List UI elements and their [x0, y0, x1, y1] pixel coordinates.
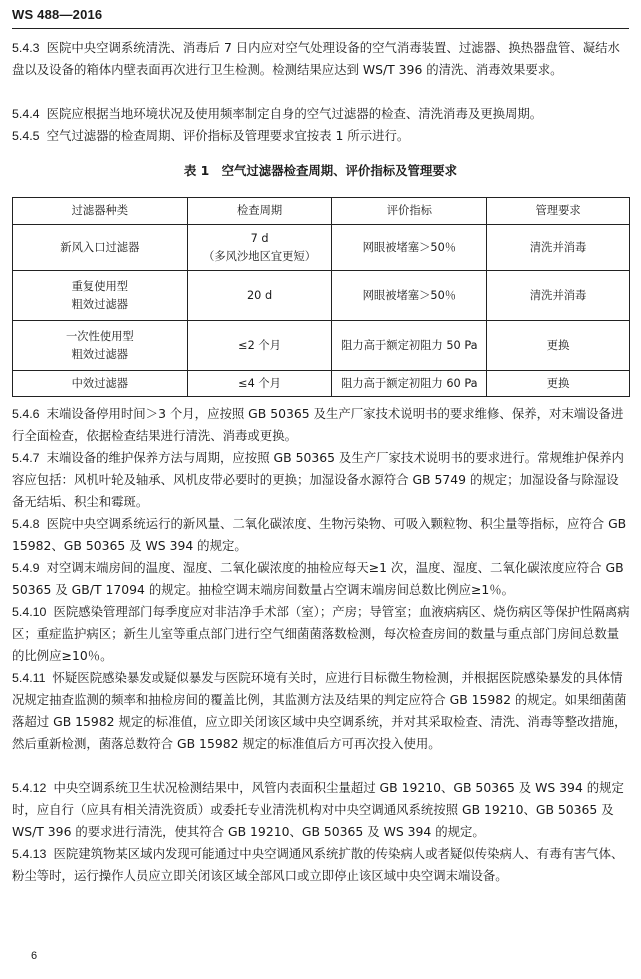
cell-line: 粗效过滤器 [71, 347, 129, 361]
table-row [13, 371, 630, 397]
section-text: 中央空调系统卫生状况检测结果中，风管内表面积尘量超过 GB 19210、GB 50365 及 WS 394 的规定时，应自行（应具有相关清洗资质）或委托专业清洗机构对中央空调通风系统按照 GB 19210、GB 50365 及 WS/T 396 的要求进行清洗，使其符合 GB 19210、GB 50365 及 WS 394 的规定。 [12, 780, 624, 839]
evaluation-indicator-cell: 阻力高于额定初阻力 50 Pa [332, 321, 487, 371]
inspection-period-cell [187, 225, 332, 271]
column-header: 过滤器种类 [13, 198, 188, 225]
section-5-4-4 [12, 103, 630, 125]
section-number: 5.4.13 [12, 847, 47, 861]
standard-code-header: WS 488—2016 [12, 7, 103, 22]
table-header-row [13, 198, 630, 225]
filter-type-cell [13, 371, 188, 397]
section-5-4-6 [12, 403, 630, 447]
header-rule [12, 28, 629, 29]
cell-line: 20 d [247, 288, 273, 302]
section-number: 5.4.10 [12, 605, 47, 619]
section-text: 医院应根据当地环境状况及使用频率制定自身的空气过滤器的检查、清洗消毒及更换周期。 [46, 106, 543, 121]
inspection-period-cell [187, 371, 332, 397]
evaluation-indicator-cell: 网眼被堵塞＞50％ [332, 225, 487, 271]
evaluation-indicator-cell: 网眼被堵塞＞50％ [332, 271, 487, 321]
section-number: 5.4.11 [12, 671, 46, 685]
section-5-4-12 [12, 777, 630, 843]
column-header: 管理要求 [487, 198, 630, 225]
management-requirement-cell: 更换 [487, 371, 630, 397]
section-number: 5.4.4 [12, 107, 40, 121]
section-5-4-3 [12, 37, 630, 81]
section-5-4-11 [12, 667, 630, 755]
management-requirement-cell: 清洗并消毒 [487, 271, 630, 321]
page-number: 6 [31, 950, 38, 962]
table-title: 表 1 空气过滤器检查周期、评价指标及管理要求 [183, 163, 458, 178]
section-5-4-8 [12, 513, 630, 557]
column-header: 检查周期 [187, 198, 332, 225]
section-number: 5.4.5 [12, 129, 40, 143]
section-number: 5.4.7 [12, 451, 40, 465]
cell-line: 新风入口过滤器 [60, 240, 140, 254]
filter-type-cell [13, 321, 188, 371]
section-5-4-7 [12, 447, 630, 513]
section-number: 5.4.9 [12, 561, 40, 575]
section-5-4-13 [12, 843, 630, 887]
section-5-4-5 [12, 125, 630, 147]
section-number: 5.4.8 [12, 517, 40, 531]
section-text: 末端设备停用时间＞3 个月，应按照 GB 50365 及生产厂家技术说明书的要求维修、保养，对末端设备进行全面检查，依据检查结果进行清洗、消毒或更换。 [12, 406, 624, 443]
section-number: 5.4.6 [12, 407, 40, 421]
evaluation-indicator-cell: 阻力高于额定初阻力 60 Pa [332, 371, 487, 397]
cell-line: ≤4 个月 [238, 376, 281, 390]
cell-line: 一次性使用型 [65, 329, 134, 343]
section-text: 医院感染管理部门每季度应对非洁净手术部（室）；产房；导管室；血液病病区、烧伤病区等保护性隔离病区；重症监护病区；新生儿室等重点部门进行空气细菌菌落数检测，每次检查房间的数量与重点部门房间总数量的比例应≥10％。 [12, 604, 630, 663]
section-text: 医院建筑物某区域内发现可能通过中央空调通风系统扩散的传染病人或者疑似传染病人、有毒有害气体、粉尘等时，运行操作人员应立即关闭该区域全部风口或立即停止该区域中央空调末端设备。 [12, 846, 624, 883]
cell-line: 7 d [250, 231, 269, 245]
cell-line: 中效过滤器 [71, 376, 129, 390]
section-number: 5.4.12 [12, 781, 47, 795]
section-text: 医院中央空调系统清洗、消毒后 7 日内应对空气处理设备的空气消毒装置、过滤器、换热器盘管、凝结水盘以及设备的箱体内壁表面再次进行卫生检测。检测结果应达到 WS/T 396 的清洗、消毒效果要求。 [12, 40, 620, 77]
filter-inspection-table [12, 197, 630, 397]
section-text: 空气过滤器的检查周期、评价指标及管理要求宜按表 1 所示进行。 [46, 128, 410, 143]
table-row [13, 271, 630, 321]
section-5-4-9 [12, 557, 630, 601]
section-text: 末端设备的维护保养方法与周期，应按照 GB 50365 及生产厂家技术说明书的要求进行。常规维护保养内容应包括：风机叶轮及轴承、风机皮带必要时的更换；加湿设备水源符合 GB 5749 的规定；加湿设备与除湿设备无结垢、积尘和霉斑。 [12, 450, 624, 509]
table-row [13, 321, 630, 371]
cell-line: 重复使用型 [71, 279, 129, 293]
section-5-4-10 [12, 601, 630, 667]
management-requirement-cell: 清洗并消毒 [487, 225, 630, 271]
filter-type-cell [13, 271, 188, 321]
filter-type-cell [13, 225, 188, 271]
cell-line: 粗效过滤器 [71, 297, 129, 311]
column-header: 评价指标 [332, 198, 487, 225]
management-requirement-cell: 更换 [487, 321, 630, 371]
inspection-period-cell [187, 321, 332, 371]
section-number: 5.4.3 [12, 41, 40, 55]
section-text: 医院中央空调系统运行的新风量、二氧化碳浓度、生物污染物、可吸入颗粒物、积尘量等指标，应符合 GB 15982、GB 50365 及 WS 394 的规定。 [12, 516, 627, 553]
cell-line: ≤2 个月 [238, 338, 281, 352]
inspection-period-cell [187, 271, 332, 321]
cell-line: （多风沙地区宜更短） [203, 249, 317, 263]
table-row [13, 225, 630, 271]
section-text: 对空调末端房间的温度、湿度、二氧化碳浓度的抽检应每天≥1 次，温度、湿度、二氧化碳浓度应符合 GB 50365 及 GB/T 17094 的规定。抽检空调末端房间数量占空调末端房间总数比例应≥1％。 [12, 560, 624, 597]
section-text: 怀疑医院感染暴发或疑似暴发与医院环境有关时，应进行目标微生物检测，并根据医院感染暴发的具体情况规定抽查监测的频率和抽检房间的覆盖比例，其监测方法及结果的判定应符合 GB 15982 的规定。如果细菌菌落超过 GB 15982 规定的标准值，应立即关闭该区域中央空调系统，并对其采取检查、清洗、消毒等整改措施，然后重新检测，菌落总数符合 GB 15982 规定的标准值后方可再次投入使用。 [12, 670, 627, 751]
